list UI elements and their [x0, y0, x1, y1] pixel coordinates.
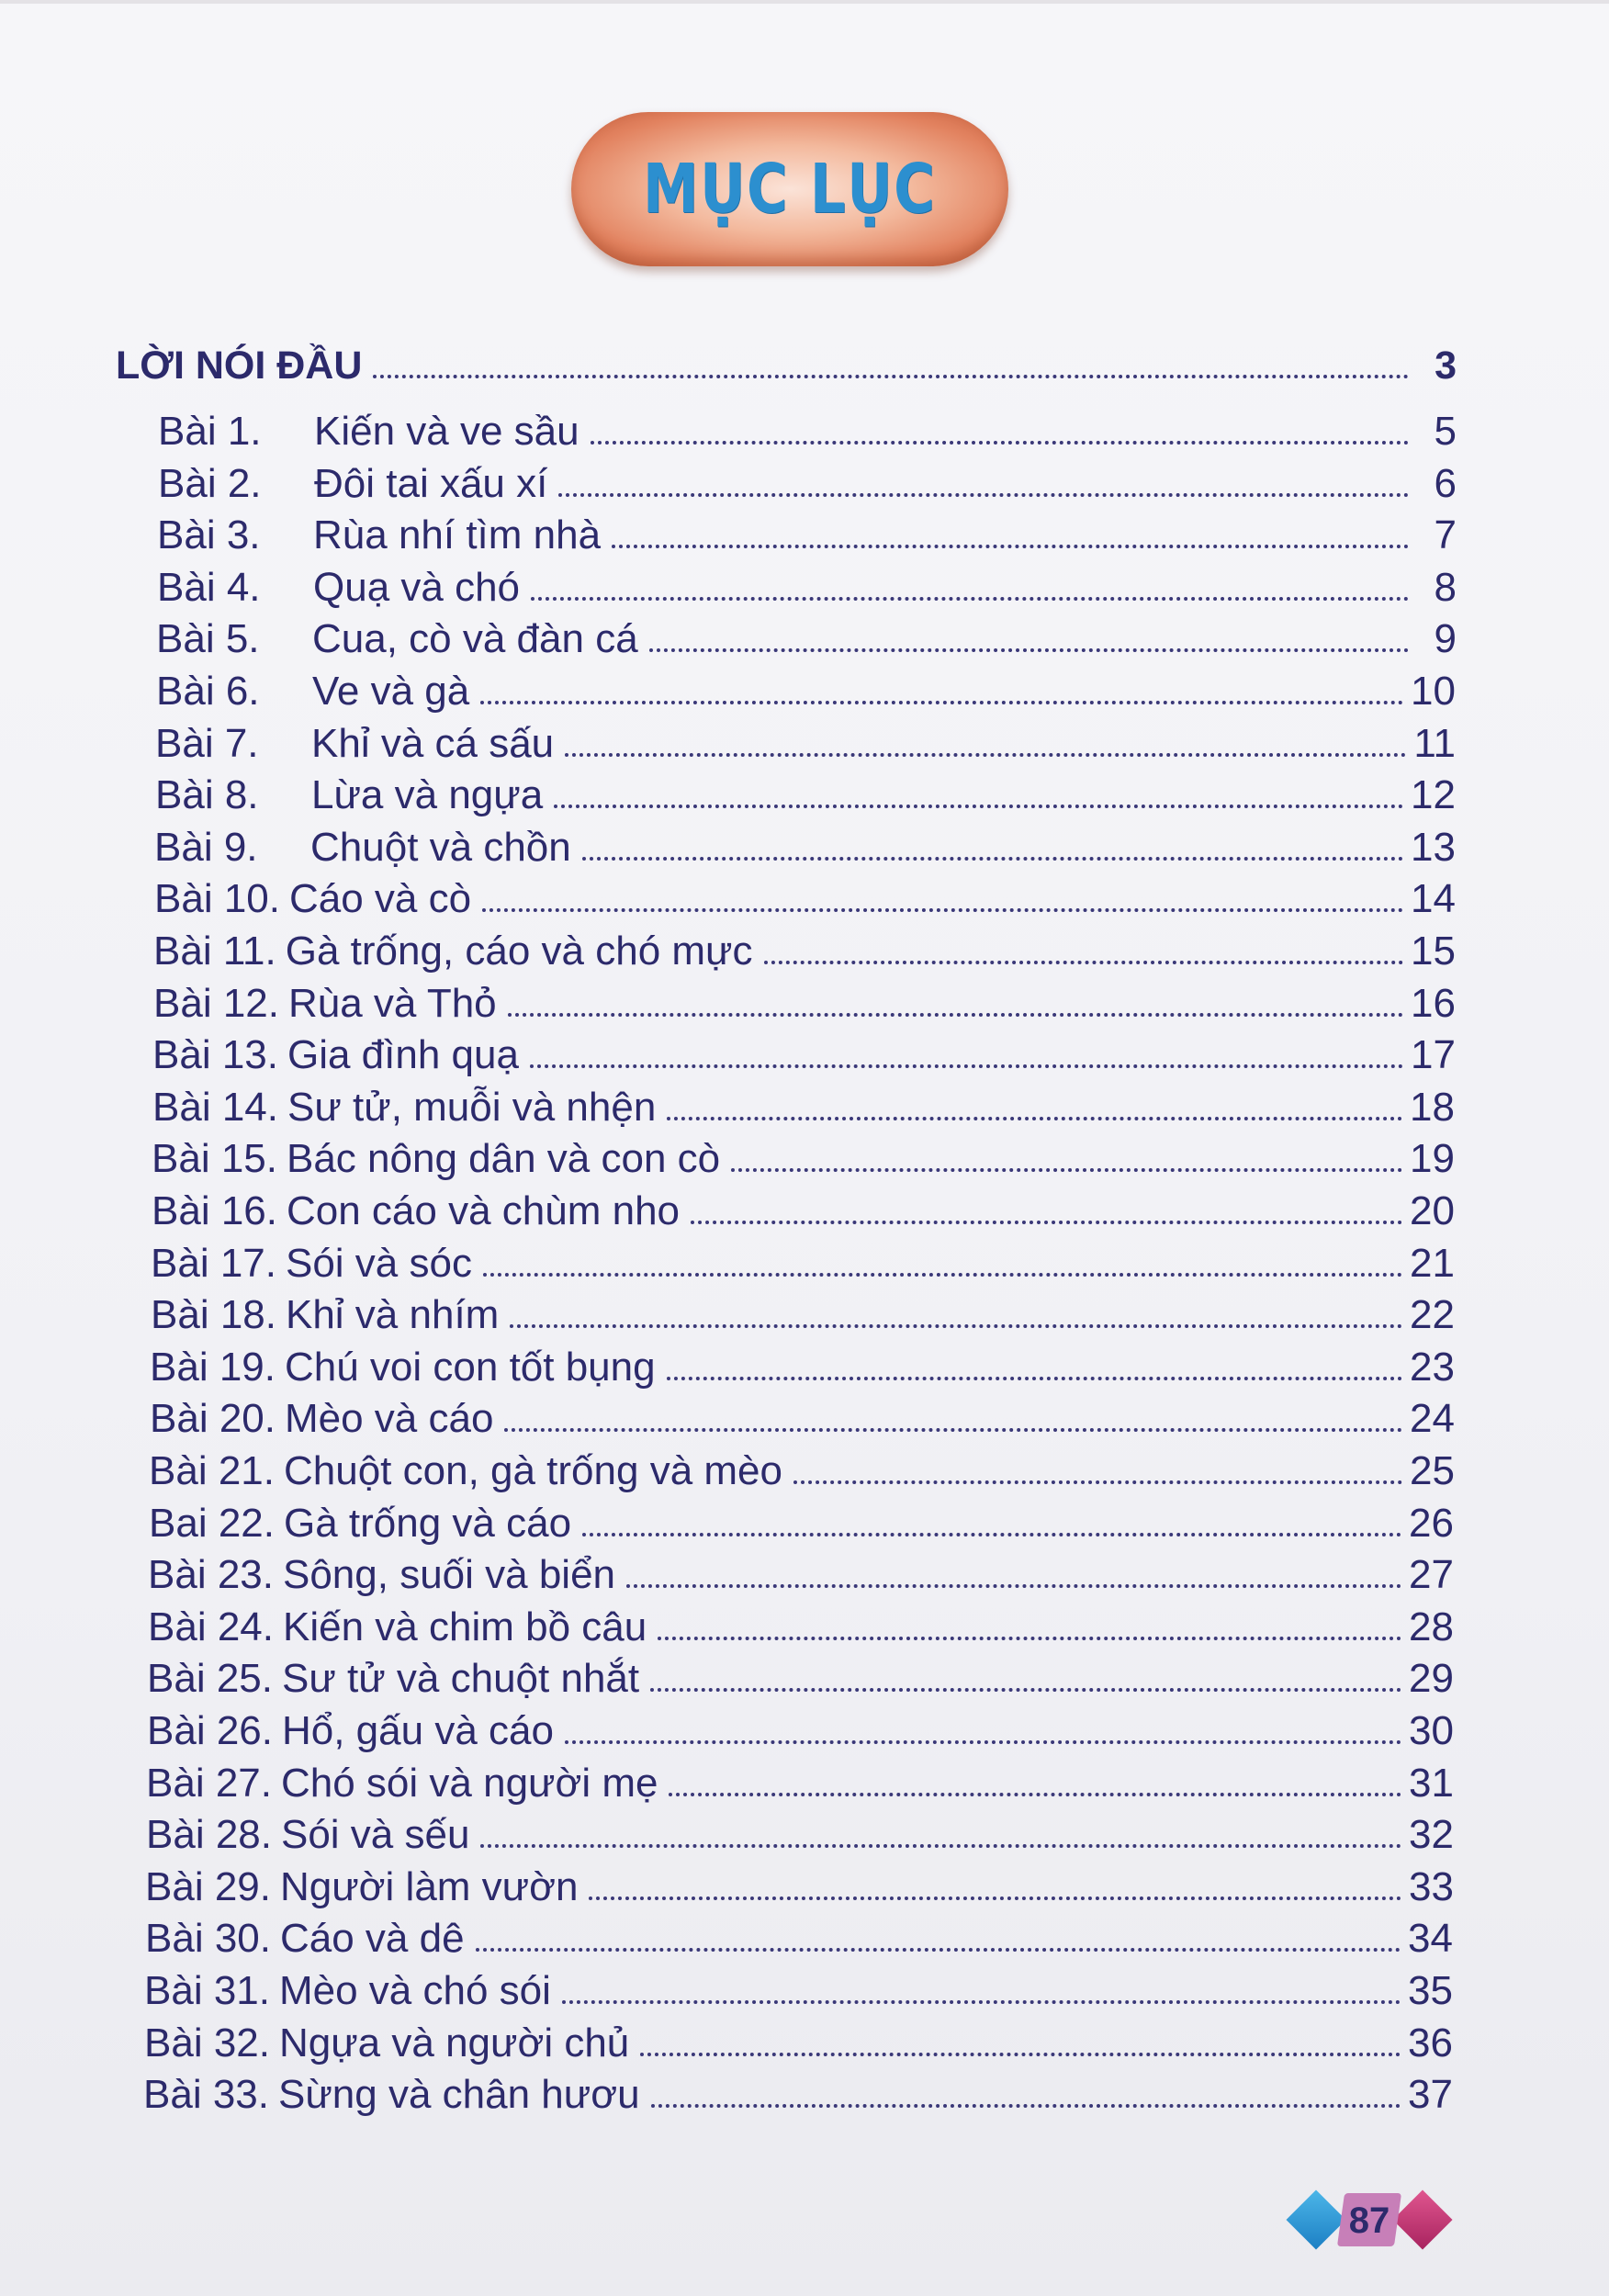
lesson-number: Bài 25. — [147, 1656, 273, 1702]
toc-row — [153, 926, 1456, 977]
lesson-page: 34 — [1408, 1916, 1453, 1962]
toc-row — [152, 1082, 1455, 1133]
lesson-page: 29 — [1409, 1656, 1454, 1702]
toc-row-label — [158, 458, 558, 510]
lesson-title: Ngựa và người chủ — [278, 2020, 630, 2065]
toc-row-label — [147, 1705, 565, 1757]
dot-leader — [554, 805, 1403, 808]
toc-row — [156, 613, 1457, 665]
diamond-right-icon — [1392, 2189, 1452, 2249]
toc-row-label — [144, 1965, 562, 2017]
toc-row-label — [149, 1498, 582, 1549]
lesson-title: Chuột và chồn — [310, 824, 571, 870]
lesson-title: Ve và gà — [312, 669, 470, 714]
dot-leader — [558, 493, 1409, 497]
toc-row — [154, 822, 1456, 873]
lesson-title: Chuột con, gà trống và mèo — [283, 1448, 782, 1493]
page-number-badge — [1288, 2189, 1453, 2254]
toc-intro-page: 3 — [1435, 343, 1457, 388]
lesson-number: Bài 14. — [152, 1084, 278, 1130]
lesson-page: 35 — [1408, 1968, 1453, 2013]
toc-row — [151, 1289, 1455, 1341]
lesson-number: Bài 12. — [153, 980, 279, 1026]
lesson-page: 11 — [1413, 720, 1456, 766]
dot-leader — [565, 1740, 1401, 1744]
toc-row-label — [151, 1238, 483, 1289]
toc-row — [149, 1446, 1455, 1497]
toc-row — [158, 406, 1457, 457]
lesson-title: Người làm vườn — [279, 1863, 579, 1909]
dot-leader — [640, 2053, 1401, 2056]
lesson-number: Bài 32. — [144, 2020, 270, 2065]
toc-row — [152, 1030, 1456, 1081]
lesson-number: Bai 22. — [149, 1500, 275, 1546]
toc-row-label — [145, 1913, 476, 1964]
lesson-title: Sói và sếu — [280, 1812, 470, 1858]
lesson-number: Bài 11. — [153, 929, 276, 974]
dot-leader — [582, 1533, 1401, 1536]
lesson-number: Bài 17. — [151, 1240, 276, 1286]
lesson-number: Bài 6. — [156, 669, 260, 714]
toc-intro-row — [116, 340, 1457, 391]
lesson-number: Bài 23. — [148, 1552, 274, 1598]
toc-row — [150, 1393, 1455, 1445]
toc-row-label — [146, 1809, 480, 1861]
page-number: 87 — [1348, 2200, 1390, 2241]
toc-row-label — [148, 1549, 626, 1601]
lesson-title: Gà trống và cáo — [283, 1500, 572, 1546]
lesson-title: Cáo và dê — [279, 1916, 465, 1962]
toc-row-label — [155, 770, 554, 821]
dot-leader — [591, 441, 1409, 445]
lesson-number: Bài 18. — [151, 1292, 276, 1338]
lesson-number: Bài 20. — [150, 1396, 276, 1442]
lesson-number: Bài 16. — [152, 1188, 277, 1233]
lesson-page: 21 — [1410, 1240, 1455, 1286]
dot-leader — [649, 648, 1409, 652]
dot-leader — [482, 908, 1403, 912]
toc-intro-label: LỜI NÓI ĐẦU — [116, 343, 363, 388]
toc-row — [155, 718, 1456, 770]
dot-leader — [589, 1896, 1401, 1900]
lesson-page: 13 — [1411, 824, 1456, 870]
lesson-title: Rùa nhí tìm nhà — [313, 512, 602, 558]
toc-row-label — [157, 562, 531, 613]
lesson-page: 19 — [1410, 1136, 1455, 1182]
lesson-title: Sừng và chân hươu — [277, 2072, 640, 2118]
lesson-number: Bài 1. — [158, 409, 262, 454]
toc-row-label — [144, 2018, 640, 2069]
lesson-number: Bài 8. — [155, 772, 259, 818]
toc-row — [144, 1965, 1453, 2017]
lesson-number: Bài 9. — [154, 824, 258, 870]
toc-row — [148, 1549, 1454, 1601]
toc-row — [150, 1342, 1455, 1393]
lesson-page: 16 — [1411, 980, 1456, 1026]
lesson-title: Khỉ và nhím — [285, 1292, 500, 1338]
lesson-title: Mèo và cáo — [284, 1396, 494, 1442]
lesson-page: 5 — [1434, 409, 1457, 454]
lesson-number: Bài 24. — [148, 1604, 274, 1649]
dot-leader — [691, 1221, 1402, 1224]
toc-row-label — [147, 1653, 650, 1705]
dot-leader — [764, 961, 1404, 964]
toc-row — [157, 510, 1457, 561]
lesson-number: Bài 29. — [145, 1863, 271, 1909]
toc-row — [145, 1862, 1454, 1913]
toc-row-label — [152, 1030, 530, 1081]
lesson-page: 18 — [1410, 1084, 1455, 1130]
dot-leader — [731, 1168, 1402, 1172]
toc-row — [155, 770, 1456, 821]
lesson-page: 25 — [1410, 1448, 1455, 1493]
toc-row — [153, 978, 1456, 1030]
lesson-title: Sư tử, muỗi và nhện — [287, 1084, 657, 1130]
toc-row-label — [156, 666, 480, 717]
toc-row-label — [151, 1289, 510, 1341]
lesson-title: Quạ và chó — [313, 564, 521, 610]
dot-leader — [510, 1324, 1402, 1328]
lesson-title: Lừa và ngựa — [311, 772, 544, 818]
lesson-title: Cua, cò và đàn cá — [312, 616, 638, 662]
lesson-page: 30 — [1409, 1708, 1454, 1753]
lesson-title: Sư tử và chuột nhắt — [281, 1656, 640, 1702]
lesson-page: 9 — [1434, 616, 1457, 662]
toc-row — [156, 666, 1456, 717]
toc-row-label — [148, 1602, 658, 1653]
lesson-page: 12 — [1411, 772, 1456, 818]
lesson-number: Bài 30. — [145, 1916, 271, 1962]
toc-row — [146, 1809, 1454, 1861]
lesson-page: 22 — [1410, 1292, 1455, 1338]
lesson-page: 7 — [1434, 512, 1457, 558]
lesson-title: Mèo và chó sói — [278, 1968, 551, 2013]
dot-leader — [480, 701, 1403, 704]
lesson-number: Bài 26. — [147, 1708, 273, 1753]
dot-leader — [476, 1948, 1401, 1952]
lesson-title: Hổ, gấu và cáo — [281, 1708, 554, 1753]
toc-row-label — [150, 1342, 667, 1393]
dot-leader — [650, 1688, 1401, 1692]
lesson-page: 28 — [1409, 1604, 1454, 1649]
lesson-title: Chó sói và người mẹ — [280, 1760, 658, 1806]
toc-row-label — [154, 873, 482, 925]
lesson-page: 36 — [1408, 2020, 1453, 2065]
dot-leader — [793, 1480, 1402, 1484]
toc-row — [154, 873, 1456, 925]
lesson-page: 14 — [1411, 876, 1456, 922]
lesson-page: 6 — [1434, 460, 1457, 506]
toc-row-label — [152, 1186, 691, 1237]
lesson-page: 10 — [1411, 669, 1456, 714]
lesson-page: 31 — [1409, 1760, 1454, 1806]
lesson-number: Bài 4. — [157, 564, 261, 610]
dot-leader — [508, 1013, 1403, 1017]
toc-row — [146, 1758, 1454, 1809]
dot-leader — [565, 753, 1406, 757]
toc-row-label — [143, 2069, 651, 2121]
toc-row-label — [152, 1133, 731, 1185]
dot-leader — [626, 1584, 1401, 1588]
toc-row-label — [146, 1758, 669, 1809]
lesson-number: Bài 31. — [144, 1968, 270, 2013]
dot-leader — [373, 375, 1409, 378]
dot-leader — [612, 545, 1409, 548]
toc-row-label — [150, 1393, 504, 1445]
lesson-title: Đôi tai xấu xí — [314, 460, 548, 506]
toc-row-label — [145, 1862, 589, 1913]
toc-row — [148, 1602, 1454, 1653]
toc-row — [152, 1186, 1455, 1237]
lesson-page: 26 — [1409, 1500, 1454, 1546]
lesson-page: 23 — [1410, 1344, 1455, 1390]
lesson-number: Bài 28. — [146, 1812, 272, 1858]
dot-leader — [483, 1273, 1402, 1277]
lesson-number: Bài 5. — [156, 616, 260, 662]
toc-row — [145, 1913, 1453, 1964]
toc-row — [158, 458, 1457, 510]
lesson-title: Sông, suối và biển — [282, 1552, 616, 1598]
dot-leader — [531, 597, 1409, 601]
dot-leader — [562, 2000, 1401, 2004]
lesson-title: Khỉ và cá sấu — [311, 720, 555, 766]
dot-leader — [651, 2104, 1401, 2108]
lesson-title: Gà trống, cáo và chó mực — [285, 929, 753, 974]
toc-row-label — [157, 510, 612, 561]
lesson-number: Bài 7. — [155, 720, 259, 766]
lesson-page: 24 — [1410, 1396, 1455, 1442]
lesson-page: 33 — [1409, 1863, 1454, 1909]
toc-row — [144, 2018, 1453, 2069]
lesson-number: Bài 19. — [150, 1344, 276, 1390]
dot-leader — [669, 1793, 1401, 1796]
lesson-page: 17 — [1411, 1032, 1456, 1078]
page-title: MỤC LỤC — [643, 150, 937, 229]
lesson-number: Bài 3. — [157, 512, 261, 558]
toc-row-label — [149, 1446, 793, 1497]
lesson-title: Gia đình quạ — [287, 1032, 519, 1078]
lesson-number: Bài 21. — [149, 1448, 275, 1493]
dot-leader — [504, 1428, 1402, 1432]
lesson-page: 32 — [1409, 1812, 1454, 1858]
dot-leader — [667, 1117, 1402, 1120]
dot-leader — [582, 857, 1403, 861]
lesson-title: Bác nông dân và con cò — [286, 1136, 721, 1182]
dot-leader — [658, 1637, 1401, 1640]
lesson-page: 8 — [1434, 564, 1457, 610]
toc-row — [143, 2069, 1453, 2121]
toc-row-label — [154, 822, 582, 873]
lesson-title: Con cáo và chùm nho — [286, 1188, 681, 1233]
toc-row-label — [155, 718, 565, 770]
lesson-title: Chú voi con tốt bụng — [284, 1344, 656, 1390]
toc-row — [151, 1238, 1455, 1289]
lesson-page: 15 — [1411, 929, 1456, 974]
lesson-page: 37 — [1408, 2072, 1453, 2118]
lesson-title: Kiến và ve sầu — [314, 409, 579, 454]
toc-row — [157, 562, 1457, 613]
toc-row — [149, 1498, 1454, 1549]
lesson-title: Cáo và cò — [288, 876, 472, 922]
lesson-number: Bài 15. — [152, 1136, 277, 1182]
toc-row-label — [153, 926, 764, 977]
toc-row — [147, 1705, 1454, 1757]
toc-row-label — [156, 613, 649, 665]
toc-row-label — [158, 406, 591, 457]
lesson-title: Kiến và chim bồ câu — [282, 1604, 647, 1649]
toc-row — [147, 1653, 1454, 1705]
lesson-number: Bài 33. — [143, 2072, 269, 2118]
dot-leader — [667, 1377, 1402, 1380]
lesson-page: 20 — [1410, 1188, 1455, 1233]
lesson-number: Bài 27. — [146, 1760, 272, 1806]
lesson-number: Bài 10. — [154, 876, 280, 922]
toc-row-label — [152, 1082, 667, 1133]
lesson-title: Sói và sóc — [285, 1240, 472, 1286]
toc-row-label — [153, 978, 508, 1030]
lesson-page: 27 — [1409, 1552, 1454, 1598]
lesson-number: Bài 13. — [152, 1032, 278, 1078]
dot-leader — [530, 1064, 1403, 1068]
lesson-number: Bài 2. — [158, 460, 262, 506]
toc-row — [152, 1133, 1455, 1185]
dot-leader — [480, 1844, 1401, 1848]
lesson-title: Rùa và Thỏ — [287, 980, 497, 1026]
